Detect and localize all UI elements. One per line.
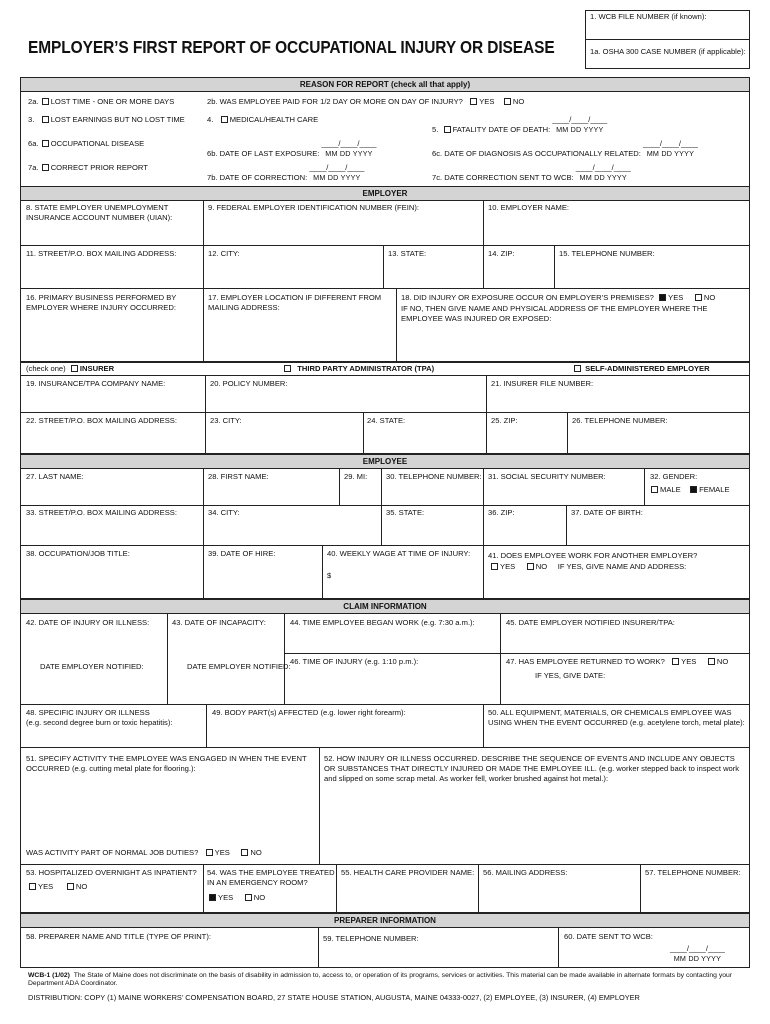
field-60-date-sent[interactable]: 60. DATE SENT TO WCB: — [564, 932, 653, 941]
grid-rule — [339, 468, 340, 505]
item-2b: 2b. WAS EMPLOYEE PAID FOR 1/2 DAY OR MORE ON DAY OF INJURY? YES NO — [207, 97, 525, 106]
paid-half-day-yes-checkbox[interactable] — [470, 98, 477, 105]
grid-rule — [20, 505, 750, 506]
field-59-telephone[interactable]: 59. TELEPHONE NUMBER: — [323, 934, 419, 943]
field-53-options: YES NO — [28, 882, 87, 892]
field-22-street[interactable]: 22. STREET/P.O. BOX MAILING ADDRESS: — [26, 416, 177, 425]
grid-rule — [319, 747, 320, 864]
field-45-date-notified-insurer[interactable]: 45. DATE EMPLOYER NOTIFIED INSURER/TPA: — [506, 618, 675, 627]
grid-rule — [486, 375, 487, 412]
returned-no-checkbox[interactable] — [708, 658, 715, 665]
grid-rule — [554, 245, 555, 288]
field-19-company-name[interactable]: 19. INSURANCE/TPA COMPANY NAME: — [26, 379, 166, 388]
emergency-room-yes-checkbox[interactable] — [209, 894, 216, 901]
grid-rule — [478, 864, 479, 913]
field-43-date-of-incapacity[interactable]: 43. DATE OF INCAPACITY: — [172, 618, 266, 627]
fatality-checkbox[interactable] — [444, 126, 451, 133]
normal-duties-yes-checkbox[interactable] — [206, 849, 213, 856]
item-5: 5. FATALITY DATE OF DEATH: ____/____/____ MM DD YYYY — [432, 115, 608, 134]
date-of-diagnosis-field[interactable]: ____/____/____ MM DD YYYY — [643, 139, 698, 158]
field-12-city[interactable]: 12. CITY: — [208, 249, 240, 258]
form-id: WCB-1 (1/02) — [28, 972, 70, 979]
grid-rule — [483, 200, 484, 288]
item-6b: 6b. DATE OF LAST EXPOSURE: ____/____/____ MM DD YYYY — [207, 139, 377, 158]
grid-rule — [20, 375, 750, 376]
field-48-specific-injury[interactable]: 48. SPECIFIC INJURY OR ILLNESS — [26, 708, 150, 717]
grid-rule — [396, 288, 397, 362]
field-23-city[interactable]: 23. CITY: — [210, 416, 242, 425]
grid-rule — [20, 288, 750, 289]
form-title: EMPLOYER’S FIRST REPORT OF OCCUPATIONAL INJURY OR DISEASE — [28, 37, 555, 57]
grid-rule — [206, 704, 207, 747]
grid-rule — [567, 412, 568, 454]
date-employer-notified-label-2: DATE EMPLOYER NOTIFIED: — [187, 662, 291, 671]
date-of-last-exposure-field[interactable]: ____/____/____ MM DD YYYY — [321, 139, 377, 158]
field-21-insurer-file[interactable]: 21. INSURER FILE NUMBER: — [491, 379, 594, 388]
field-9-fein[interactable]: 9. FEDERAL EMPLOYER IDENTIFICATION NUMBER (FEIN): — [208, 203, 419, 212]
grid-rule — [383, 245, 384, 288]
field-38-occupation[interactable]: 38. OCCUPATION/JOB TITLE: — [26, 549, 130, 558]
date-employer-notified-label: DATE EMPLOYER NOTIFIED: — [40, 662, 144, 671]
item-7b: 7b. DATE OF CORRECTION: ____/____/____ MM DD YYYY — [207, 163, 365, 182]
field-50-equipment[interactable]: 50. ALL EQUIPMENT, MATERIALS, OR CHEMICALS EMPLOYEE WAS USING WHEN THE EVENT OCCURRED (e.g. acetylene torch, metal plate): — [488, 708, 745, 727]
reason-section-header: REASON FOR REPORT (check all that apply) — [20, 77, 750, 92]
claim-section-header: CLAIM INFORMATION — [20, 599, 750, 614]
correct-prior-report-checkbox[interactable] — [42, 164, 49, 171]
grid-rule — [363, 412, 364, 454]
grid-rule — [167, 613, 168, 704]
field-37-date-of-birth[interactable]: 37. DATE OF BIRTH: — [571, 508, 643, 517]
field-8-uian[interactable]: 8. STATE EMPLOYER UNEMPLOYMENT INSURANCE ACCOUNT NUMBER (UIAN): — [26, 203, 173, 222]
field-46-time-of-injury[interactable]: 46. TIME OF INJURY (e.g. 1:10 p.m.): — [290, 657, 419, 666]
field-48-example: (e.g. second degree burn or toxic hepatitis): — [26, 718, 173, 727]
wcb-file-number-label: 1. WCB FILE NUMBER (if known): — [590, 12, 707, 21]
field-51-activity[interactable]: 51. SPECIFY ACTIVITY THE EMPLOYEE WAS ENGAGED IN WHEN THE EVENT OCCURRED (e.g. cutting metal plate for flooring.): — [26, 754, 307, 773]
left-rule — [20, 91, 21, 186]
field-60-date-blank[interactable]: ____/____/____ MM DD YYYY — [670, 944, 725, 963]
field-42-date-of-injury[interactable]: 42. DATE OF INJURY OR ILLNESS: — [26, 618, 150, 627]
field-44-time-began-work[interactable]: 44. TIME EMPLOYEE BEGAN WORK (e.g. 7:30 a.m.): — [290, 618, 475, 627]
item-3: 3. LOST EARNINGS BUT NO LOST TIME — [28, 115, 185, 124]
normal-duties-no-checkbox[interactable] — [241, 849, 248, 856]
employee-section-header: EMPLOYEE — [20, 454, 750, 469]
female-checkbox[interactable] — [690, 486, 697, 493]
preparer-section-header: PREPARER INFORMATION — [20, 913, 750, 928]
field-18-note[interactable]: IF NO, THEN GIVE NAME AND PHYSICAL ADDRESS OF THE EMPLOYER WHERE THE EMPLOYEE WAS INJURED OR EXPOSED: — [401, 304, 708, 323]
field-29-mi[interactable]: 29. MI: — [344, 472, 368, 481]
item-7c: 7c. DATE CORRECTION SENT TO WCB: ____/____/____ MM DD YYYY — [432, 163, 631, 182]
grid-rule — [336, 864, 337, 913]
grid-rule — [483, 468, 484, 599]
grid-rule — [203, 864, 204, 913]
grid-rule — [644, 468, 645, 505]
field-54-options: YES NO — [208, 893, 265, 903]
field-10-employer-name[interactable]: 10. EMPLOYER NAME: — [488, 203, 570, 212]
field-41-another-employer: 41. DOES EMPLOYEE WORK FOR ANOTHER EMPLOYER? — [488, 551, 698, 560]
field-57-telephone[interactable]: 57. TELEPHONE NUMBER: — [645, 868, 741, 877]
field-30-telephone[interactable]: 30. TELEPHONE NUMBER: — [386, 472, 482, 481]
item-6a: 6a. OCCUPATIONAL DISEASE — [28, 139, 145, 148]
grid-rule — [558, 927, 559, 968]
another-employer-no-checkbox[interactable] — [527, 563, 534, 570]
field-16-primary-business[interactable]: 16. PRIMARY BUSINESS PERFORMED BY EMPLOYER WHERE INJURY OCCURRED: — [26, 293, 177, 312]
weekly-wage-dollar: $ — [327, 571, 332, 580]
field-53-hospitalized: 53. HOSPITALIZED OVERNIGHT AS INPATIENT? — [26, 868, 197, 877]
footer-distribution: DISTRIBUTION: COPY (1) MAINE WORKERS’ COMPENSATION BOARD, 27 STATE HOUSE STATION, AUGUSTA, MAINE 04333-0027, (2) EMPLOYEE, (3) INSURER, (4) EMPLOYER — [28, 993, 640, 1002]
field-52-how-injury-occurred[interactable]: 52. HOW INJURY OR ILLNESS OCCURRED. DESCRIBE THE SEQUENCE OF EVENTS AND INCLUDE ANY OBJECTS OR SUBSTANCES THAT DIRECTLY INJURED OR MADE THE EMPLOYEE ILL. (e.g. worker stepped back to inspect work and slipped on some scrap metal. As worker fell, worker brushed against hot metal.): — [324, 754, 740, 783]
hospitalized-yes-checkbox[interactable] — [29, 883, 36, 890]
field-14-zip[interactable]: 14. ZIP: — [488, 249, 515, 258]
tpa-option: THIRD PARTY ADMINISTRATOR (TPA) — [283, 364, 434, 374]
field-56-mailing-address[interactable]: 56. MAILING ADDRESS: — [483, 868, 568, 877]
field-55-provider-name[interactable]: 55. HEALTH CARE PROVIDER NAME: — [341, 868, 475, 877]
emergency-room-no-checkbox[interactable] — [245, 894, 252, 901]
grid-rule — [284, 613, 285, 704]
grid-rule — [20, 245, 750, 246]
grid-rule — [205, 375, 206, 454]
occupational-disease-checkbox[interactable] — [42, 140, 49, 147]
field-27-last-name[interactable]: 27. LAST NAME: — [26, 472, 84, 481]
field-35-state[interactable]: 35. STATE: — [386, 508, 425, 517]
grid-rule — [566, 505, 567, 545]
date-correction-sent-field[interactable]: ____/____/____ MM DD YYYY — [575, 163, 631, 182]
premises-yes-checkbox[interactable] — [659, 294, 666, 301]
tpa-checkbox[interactable] — [284, 365, 291, 372]
normal-job-duties: WAS ACTIVITY PART OF NORMAL JOB DUTIES? YES NO — [26, 848, 262, 857]
paid-half-day-no-checkbox[interactable] — [504, 98, 511, 105]
item-4: 4. MEDICAL/HEALTH CARE — [207, 115, 319, 124]
self-administered-checkbox[interactable] — [574, 365, 581, 372]
medical-care-checkbox[interactable] — [221, 116, 228, 123]
grid-rule — [284, 653, 750, 654]
osha-case-number-label: 1a. OSHA 300 CASE NUMBER (if applicable): — [590, 47, 746, 56]
field-25-zip[interactable]: 25. ZIP: — [491, 416, 518, 425]
field-33-street[interactable]: 33. STREET/P.O. BOX MAILING ADDRESS: — [26, 508, 177, 517]
another-employer-yes-checkbox[interactable] — [491, 563, 498, 570]
field-17-employer-location[interactable]: 17. EMPLOYER LOCATION IF DIFFERENT FROM MAILING ADDRESS: — [208, 293, 382, 312]
self-admin-option: SELF-ADMINISTERED EMPLOYER — [573, 364, 710, 374]
lost-time-checkbox[interactable] — [42, 98, 49, 105]
employer-section-header: EMPLOYER — [20, 186, 750, 201]
grid-rule — [203, 468, 204, 599]
insurer-checkbox[interactable] — [71, 365, 78, 372]
employer-grid — [20, 200, 750, 362]
field-40-weekly-wage[interactable]: 40. WEEKLY WAGE AT TIME OF INJURY: — [327, 549, 471, 558]
item-2a: 2a. LOST TIME - ONE OR MORE DAYS — [28, 97, 175, 106]
insurer-type-row: (check one) INSURER — [26, 364, 115, 373]
field-47-note: IF YES, GIVE DATE: — [535, 671, 606, 680]
field-32-gender: 32. GENDER: — [650, 472, 698, 481]
grid-rule — [322, 545, 323, 599]
field-39-date-of-hire[interactable]: 39. DATE OF HIRE: — [208, 549, 276, 558]
field-36-zip[interactable]: 36. ZIP: — [488, 508, 515, 517]
lost-earnings-checkbox[interactable] — [42, 116, 49, 123]
gender-options: MALE FEMALE — [650, 485, 730, 495]
right-rule — [749, 91, 750, 186]
field-47-returned-to-work: 47. HAS EMPLOYEE RETURNED TO WORK? YES NO — [506, 657, 729, 666]
item-7a: 7a. CORRECT PRIOR REPORT — [28, 163, 148, 172]
premises-no-checkbox[interactable] — [695, 294, 702, 301]
grid-rule — [381, 468, 382, 545]
field-26-telephone[interactable]: 26. TELEPHONE NUMBER: — [572, 416, 668, 425]
field-18-premises: 18. DID INJURY OR EXPOSURE OCCUR ON EMPLOYER’S PREMISES? YES NO — [401, 293, 716, 302]
returned-yes-checkbox[interactable] — [672, 658, 679, 665]
grid-rule — [20, 747, 750, 748]
field-11-street[interactable]: 11. STREET/P.O. BOX MAILING ADDRESS: — [26, 249, 177, 258]
field-24-state[interactable]: 24. STATE: — [367, 416, 406, 425]
grid-rule — [20, 412, 750, 413]
grid-rule — [483, 704, 484, 747]
grid-rule — [203, 200, 204, 362]
grid-rule — [318, 927, 319, 968]
hospitalized-no-checkbox[interactable] — [67, 883, 74, 890]
date-of-death-field[interactable]: ____/____/____ MM DD YYYY — [552, 115, 608, 134]
field-28-first-name[interactable]: 28. FIRST NAME: — [208, 472, 269, 481]
field-41-options: YES NO IF YES, GIVE NAME AND ADDRESS: — [490, 562, 686, 572]
date-of-correction-field[interactable]: ____/____/____ MM DD YYYY — [309, 163, 365, 182]
field-49-body-parts[interactable]: 49. BODY PART(s) AFFECTED (e.g. lower right forearm): — [212, 708, 406, 717]
field-15-telephone[interactable]: 15. TELEPHONE NUMBER: — [559, 249, 655, 258]
grid-rule — [640, 864, 641, 913]
male-checkbox[interactable] — [651, 486, 658, 493]
grid-rule — [500, 613, 501, 704]
grid-rule — [20, 545, 750, 546]
field-34-city[interactable]: 34. CITY: — [208, 508, 240, 517]
footer-ada — [28, 972, 748, 989]
field-54-emergency-room: 54. WAS THE EMPLOYEE TREATED IN AN EMERGENCY ROOM? — [207, 868, 335, 887]
item-6c: 6c. DATE OF DIAGNOSIS AS OCCUPATIONALLY RELATED: ____/____/____ MM DD YYYY — [432, 139, 698, 158]
field-58-preparer-name[interactable]: 58. PREPARER NAME AND TITLE (TYPE OF PRINT): — [26, 932, 211, 941]
field-13-state[interactable]: 13. STATE: — [388, 249, 427, 258]
ada-statement: The State of Maine does not discriminate on the basis of disability in admission to, access to, or operation of its programs, services or activities. This material can be made available in alternate formats by contacting your Department ADA Coordinator. — [28, 972, 733, 988]
field-31-ssn[interactable]: 31. SOCIAL SECURITY NUMBER: — [488, 472, 606, 481]
employee-grid — [20, 468, 750, 599]
grid-rule — [20, 704, 750, 705]
field-20-policy-number[interactable]: 20. POLICY NUMBER: — [210, 379, 288, 388]
grid-rule — [486, 412, 487, 454]
